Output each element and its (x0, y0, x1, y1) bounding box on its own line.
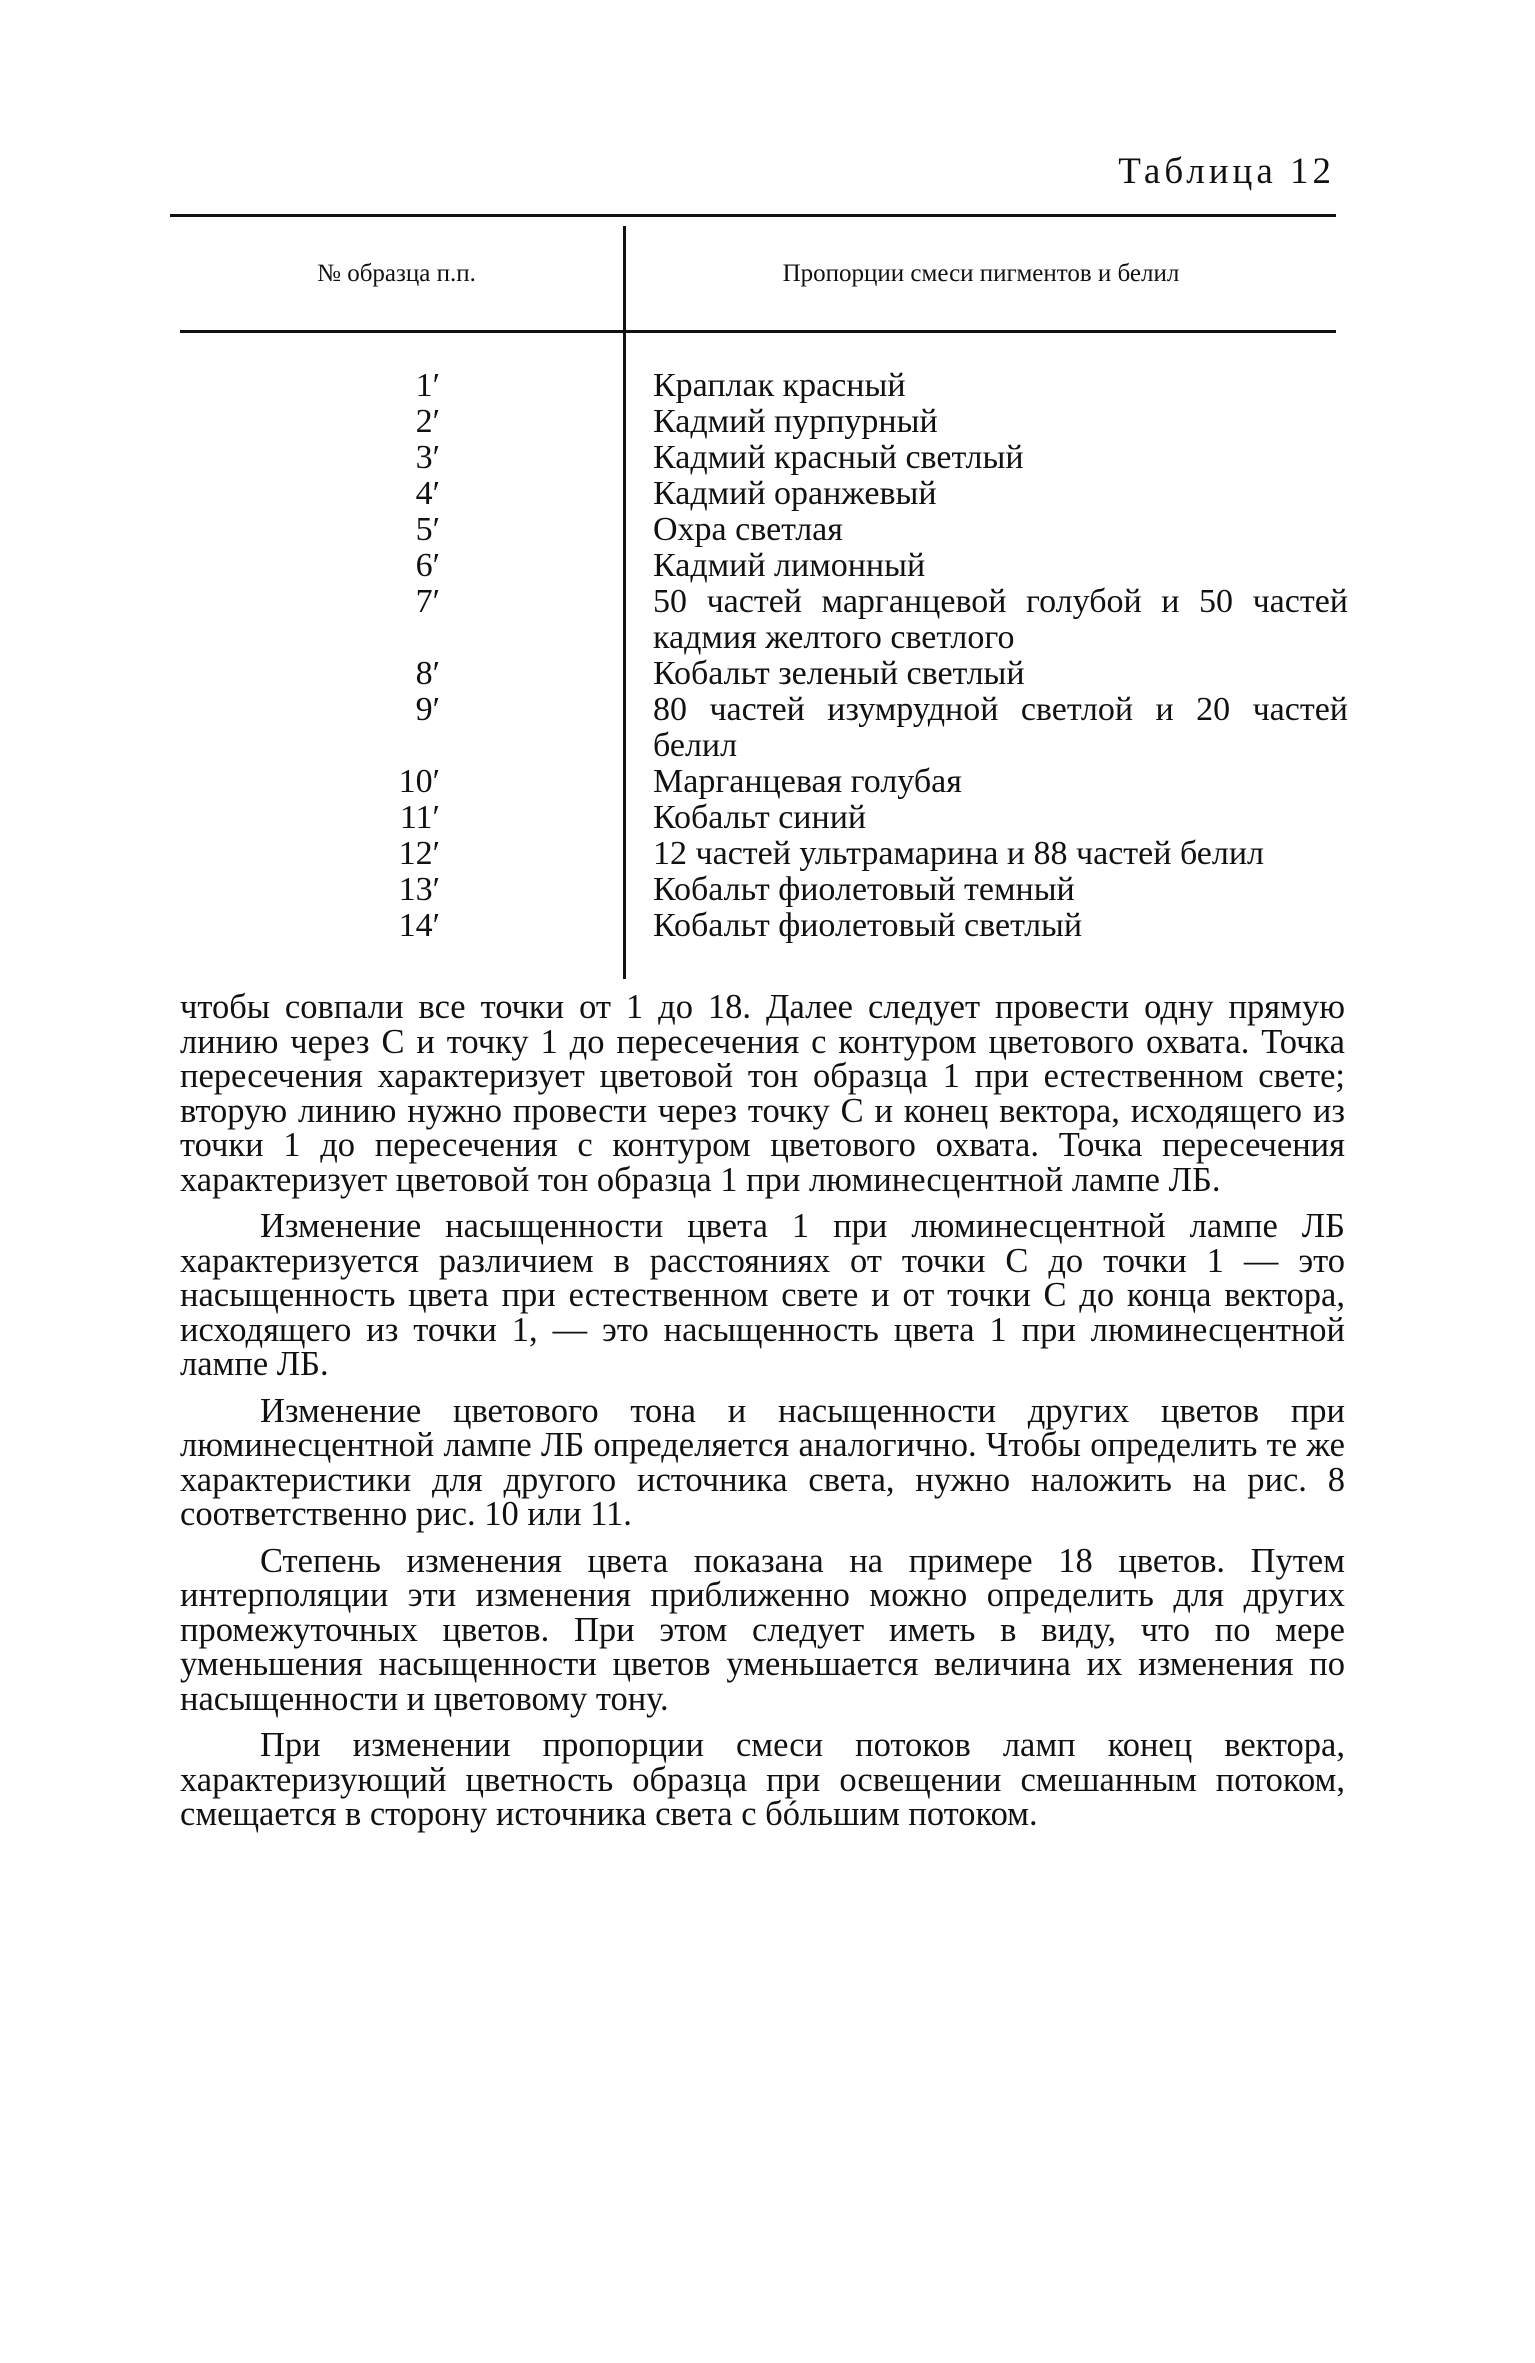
pigment-proportion: 12 частей ультрамарина и 88 частей белил (653, 835, 1265, 872)
proportions-column (653, 368, 1348, 944)
pigment-proportion: Кадмий лимонный (653, 547, 926, 584)
pigment-proportion: Кадмий красный светлый (653, 439, 1024, 476)
body-text (180, 990, 1345, 1844)
sample-number: 13′ (398, 871, 440, 908)
pigment-proportion: Кобальт фиолетовый темный (653, 871, 1075, 908)
table-top-rule (170, 214, 1336, 217)
pigment-proportion: 80 частей изумрудной светлой и 20 частей белил (653, 691, 1348, 764)
sample-number: 5′ (415, 511, 440, 548)
sample-number: 9′ (415, 691, 440, 728)
paragraph: При изменении пропорции смеси потоков ламп конец вектора, характеризующий цветность образца при освещении смешанным потоком, смещается в сторону источника света с бóльшим потоком. (180, 1726, 1345, 1833)
pigment-proportion: Марганцевая голубая (653, 763, 962, 800)
sample-number: 4′ (415, 475, 440, 512)
sample-number: 10′ (398, 763, 440, 800)
table-column-divider (623, 226, 626, 979)
paragraph: Изменение цветового тона и насыщенности других цветов при люминесцентной лампе ЛБ определяется аналогично. Чтобы определить те же характеристики для другого источника света, нужно наложить на рис. 8 соответственно рис. 10 или 11. (180, 1391, 1345, 1533)
pigment-proportion: 50 частей марганцевой голубой и 50 частей кадмия желтого светлого (653, 583, 1348, 656)
sample-number: 1′ (415, 367, 440, 404)
sample-number: 11′ (399, 799, 440, 836)
sample-number: 14′ (398, 907, 440, 944)
sample-number: 8′ (415, 655, 440, 692)
table-caption: Таблица 12 (1118, 151, 1335, 192)
sample-number: 12′ (398, 835, 440, 872)
sample-number-column (330, 368, 440, 944)
pigment-proportion: Охра светлая (653, 511, 843, 548)
paragraph: чтобы совпали все точки от 1 до 18. Далее следует провести одну прямую линию через С и точку 1 до пересечения с контуром цветового охвата. Точка пересечения характеризует цветовой тон образца 1 при естественном свете; вторую линию нужно провести через точку С и конец вектора, исходящего из точки 1 до пересечения с контуром цветового охвата. Точка пересечения характеризует цветовой тон образца 1 при люминесцентной лампе ЛБ. (180, 988, 1345, 1199)
header-sample-number: № образца п.п. (317, 260, 476, 287)
pigment-proportion: Кобальт фиолетовый светлый (653, 907, 1083, 944)
pigment-proportion: Кадмий пурпурный (653, 403, 938, 440)
paragraph: Степень изменения цвета показана на примере 18 цветов. Путем интерполяции эти изменения приближенно можно определить для других промежуточных цветов. При этом следует иметь в виду, что по мере уменьшения насыщенности цветов уменьшается величина их изменения по насыщенности и цветовому тону. (180, 1541, 1345, 1718)
pigment-proportion: Кобальт синий (653, 799, 867, 836)
header-proportions: Пропорции смеси пигментов и белил (782, 260, 1180, 287)
sample-number: 2′ (415, 403, 440, 440)
paragraph: Изменение насыщенности цвета 1 при люминесцентной лампе ЛБ характеризуется различием в расстояниях от точки С до точки 1 — это насыщенность цвета при естественном свете и от точки С до конца вектора, исходящего из точки 1, — это насыщенность цвета 1 при люминесцентной лампе ЛБ. (180, 1207, 1345, 1383)
pigment-proportion: Кадмий оранжевый (653, 475, 937, 512)
table-header-rule (180, 330, 1336, 333)
pigment-proportion: Краплак красный (653, 367, 906, 404)
sample-number: 3′ (415, 439, 440, 476)
sample-number: 6′ (415, 547, 440, 584)
sample-number: 7′ (415, 583, 440, 620)
pigment-proportion: Кобальт зеленый светлый (653, 655, 1025, 692)
